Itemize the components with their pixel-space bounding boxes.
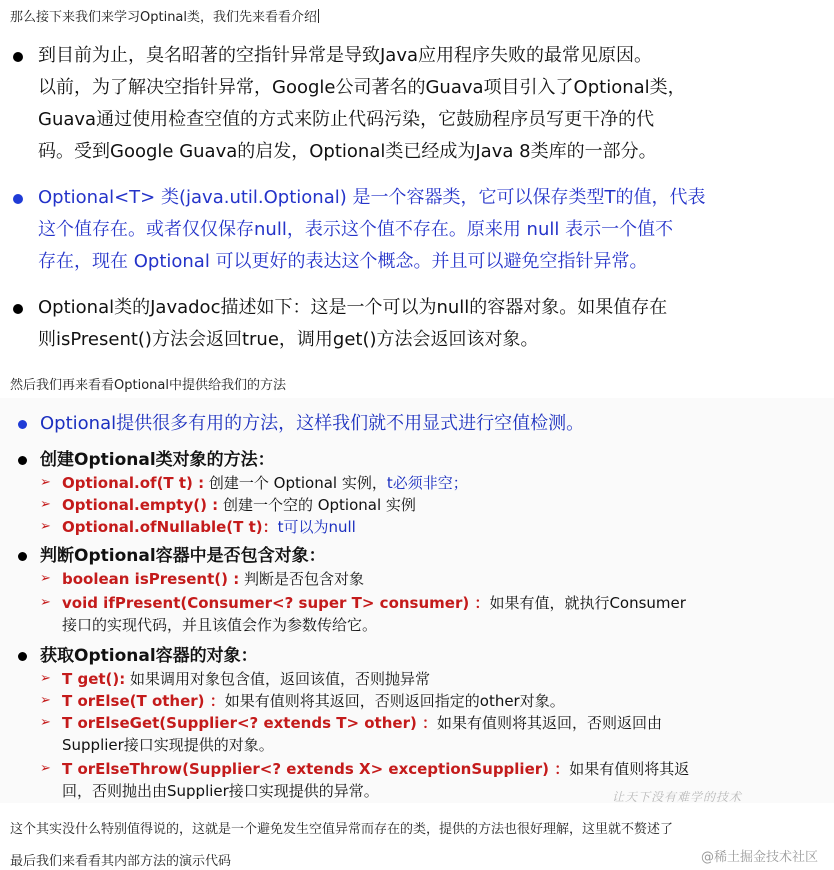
method-code: T get(): [62,670,126,688]
group-get-title [40,644,258,668]
text-cursor [318,9,319,23]
arrow-icon: ➢ [40,761,51,776]
middle-text: 然后我们再来看看Optional中提供给我们的方法 [10,378,286,393]
intro-text-content: 那么接下来我们来学习Optinal类，我们先来看看介绍 [10,10,318,25]
method-item [40,668,431,690]
slide-intro-image [0,32,834,358]
bullet-line: 这个值存在。或者仅仅保存null，表示这个值不存在。原来用 null 表示一个值不 [38,219,674,240]
method-item [40,592,686,614]
bullet-line: Guava通过使用检查空值的方式来防止代码污染，它鼓励程序员写更干净的代 [38,109,655,130]
method-item [40,568,364,590]
method-item [40,516,356,538]
bullet-dot [18,456,27,465]
arrow-icon: ➢ [40,571,51,586]
bullet-line: 则isPresent()方法会返回true，调用get()方法会返回该对象。 [38,329,539,350]
arrow-icon: ➢ [40,497,51,512]
arrow-icon: ➢ [40,693,51,708]
method-desc: 如果调用对象包含值，返回该值，否则抛异常 [125,670,431,688]
group-title-text: 判断Optional容器中是否包含对象： [40,546,326,566]
method-desc: 创建一个空的 Optional 实例 [218,496,416,514]
bullet-dot [13,52,23,62]
method-desc: 如果有值，就执行Consumer [489,594,686,612]
slide1-bullet-3 [38,292,667,356]
method-item [40,494,416,516]
arrow-icon: ➢ [40,671,51,686]
method-code: T orElseGet(Supplier<? extends T> other) ： [62,714,438,732]
method-item-continued: Supplier接口实现提供的对象。 [62,736,274,754]
bullet-dot [18,652,27,661]
bullet-dot [13,304,23,314]
group-create-title [40,448,275,472]
method-desc: 创建一个 Optional 实例， [204,474,387,492]
bullet-dot [18,552,27,561]
method-item-continued: 回，否则抛出由Supplier接口实现提供的异常。 [62,782,379,800]
bottom-text-2: 最后我们来看看其内部方法的演示代码 [10,854,232,869]
group-title-text: 创建Optional类对象的方法： [40,450,275,470]
method-code: T orElse(T other) ： [62,692,225,710]
group-title-text: 获取Optional容器的对象： [40,646,258,666]
arrow-icon: ➢ [40,715,51,730]
slide1-bullet-1 [38,40,686,168]
site-watermark: @稀土掘金技术社区 [700,850,818,865]
faint-watermark-text: 让天下没有难学的技术 [612,790,743,804]
bullet-line: 码。受到Google Guava的启发，Optional类已经成为Java 8类库的一部分。 [38,141,657,162]
arrow-icon: ➢ [40,475,51,490]
method-desc: 判断是否包含对象 [239,570,364,588]
method-desc: 如果有值则将其返回，否则返回由 [437,714,663,732]
intro-text [10,6,319,25]
method-code: void ifPresent(Consumer<? super T> consumer) ： [62,594,490,612]
method-code: boolean isPresent() : [62,570,240,588]
method-code: Optional.ofNullable(T t)： [62,518,278,536]
bullet-dot [13,194,23,204]
bullet-line: 到目前为止，臭名昭著的空指针异常是导致Java应用程序失败的最常见原因。 [38,45,653,66]
method-code: Optional.empty() : [62,496,219,514]
bullet-line: Optional类的Javadoc描述如下：这是一个可以为null的容器对象。如果值存在 [38,297,668,318]
arrow-icon: ➢ [40,595,51,610]
method-item [40,712,663,734]
bottom-text-1: 这个其实没什么特别值得说的，这就是一个避免发生空值异常而存在的类，提供的方法也很好理解，这里就不赘述了 [10,822,674,837]
arrow-icon: ➢ [40,519,51,534]
method-item [40,690,565,712]
slide-methods-image [0,398,834,803]
method-item-continued: 接口的实现代码，并且该值会作为参数传给它。 [62,616,378,634]
bullet-line: 存在，现在 Optional 可以更好的表达这个概念。并且可以避免空指针异常。 [38,251,648,272]
method-desc: t可以为null [277,518,356,536]
slide1-bullet-2 [38,182,705,278]
method-item [40,758,690,780]
method-desc: 如果有值则将其返 [569,760,690,778]
bullet-line: 以前，为了解决空指针异常，Google公司著名的Guava项目引入了Optional类， [38,77,686,98]
bullet-line: Optional<T> 类(java.util.Optional) 是一个容器类，它可以保存类型T的值，代表 [38,187,706,208]
method-code: Optional.of(T t) : [62,474,205,492]
bullet-dot [18,420,27,429]
method-desc: 如果有值则将其返回，否则返回指定的other对象。 [224,692,565,710]
method-code: T orElseThrow(Supplier<? extends X> exceptionSupplier) ： [62,760,570,778]
methods-top-bullet [40,412,584,436]
method-item [40,472,468,494]
method-desc-extra: t必须非空； [386,474,468,492]
methods-top-bullet-text: Optional提供很多有用的方法，这样我们就不用显式进行空值检测。 [40,413,585,434]
group-check-title [40,544,326,568]
